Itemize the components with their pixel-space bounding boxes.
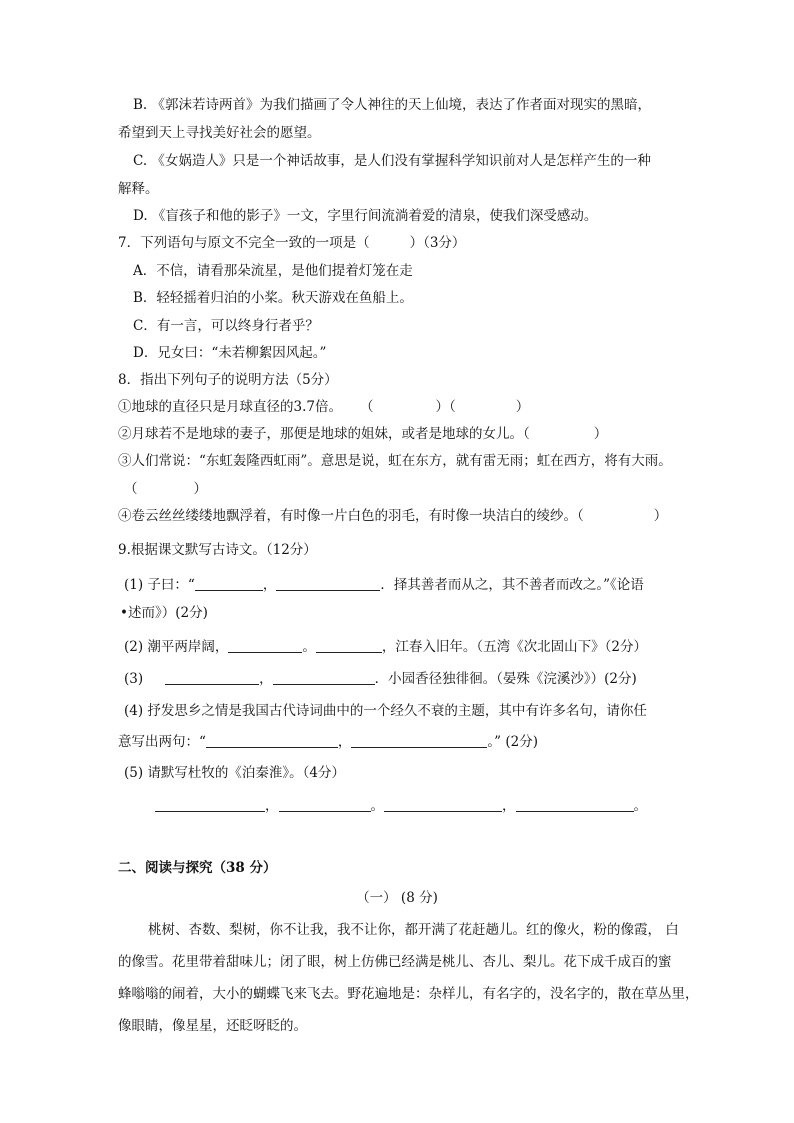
q9-p2-blank-1[interactable] [228, 638, 302, 653]
q9-p5-period-2: 。 [633, 798, 647, 814]
q9-p2-rest: ，江春入旧年。（五湾《次北固山下》（2分） [381, 639, 648, 655]
q9-p5-comma-1: ， [265, 798, 279, 814]
q8-sentence-4 [118, 507, 667, 525]
q8-s4-text: ④卷云丝丝缕缕地飘浮着，有时像一片白色的羽毛，有时像一块洁白的绫纱。（ [118, 508, 584, 524]
q8-s3-paren-open: （ [124, 481, 138, 497]
q7-stem-score: ）（3分） [409, 235, 466, 251]
q9-part-3 [124, 670, 637, 688]
q8-s3-answer [124, 480, 207, 498]
q9-part-1 [124, 576, 644, 594]
passage-line-3: 蜂嗡嗡的闹着，大小的蝴蝶飞来飞去。野花遍地是：杂样儿，有名字的，没名字的，散在草丛里， [118, 986, 699, 1002]
q9-p5-blank-2[interactable] [279, 797, 371, 812]
q8-s1-text: ①地球的直径只是月球直径的3.7倍。 [118, 399, 342, 415]
q8-s1-paren-open: （ [359, 399, 374, 415]
q6-option-c-line1: C. 《女娲造人》只是一个神话故事，是人们没有掌握科学知识前对人是怎样产生的一种 [133, 153, 651, 169]
q9-part-4-line2 [118, 733, 538, 751]
q9-p2-lead: (2) 潮平两岸阔， [124, 639, 229, 655]
q8-sentence-1 [118, 398, 529, 416]
q8-s2-text: ②月球若不是地球的妻子，那便是地球的姐妹，或者是地球的女儿。（ [118, 426, 530, 442]
q9-p2-blank-2[interactable] [316, 638, 382, 653]
q9-part-2 [124, 638, 647, 656]
q7-option-b: B．轻轻摇着归泊的小桨。秋天游戏在鱼船上。 [133, 290, 413, 306]
q8-stem: 8．指出下列句子的说明方法（5分） [118, 372, 338, 388]
q9-p5-comma-2: ， [502, 798, 516, 814]
q9-p4-lead: 意写出两句：“ [118, 734, 206, 750]
q8-s4-paren-close: ） [653, 508, 668, 524]
q8-s2-paren-close: ） [593, 426, 608, 442]
q7-option-a: A．不信，请看那朵流星，是他们提着灯笼在走 [133, 263, 413, 279]
q9-p2-period: 。 [302, 639, 316, 655]
q9-p3-lead: (3) [124, 671, 144, 687]
q6-option-b-line2: 希望到天上寻找美好社会的愿望。 [118, 125, 321, 141]
q9-p4-rest: 。” (2分) [487, 734, 538, 750]
section-2-title: 二、阅读与探究（38 分） [118, 860, 277, 876]
q8-sentence-2 [118, 425, 607, 443]
q7-stem [118, 234, 465, 252]
q9-part-5: (5) 请默写杜牧的《泊秦淮》。（4分） [124, 765, 346, 781]
q9-p5-blank-3[interactable] [384, 797, 502, 812]
q9-p1-blank-2[interactable] [276, 576, 380, 591]
q9-p1-lead: (1) 子曰：“ [124, 577, 195, 593]
q6-option-c-line2: 解释。 [118, 181, 159, 197]
q8-s3-paren-close: ） [193, 481, 207, 497]
q9-p4-blank-1[interactable] [206, 733, 338, 748]
passage-line-4: 像眼睛，像星星，还眨呀眨的。 [118, 1018, 307, 1034]
q8-s1-paren-close: ） [515, 399, 530, 415]
q9-p4-comma: ， [337, 734, 352, 750]
q9-p1-source: •述而》）(2分) [120, 605, 208, 621]
q9-p3-rest: ．小园香径独徘徊。（晏殊《浣溪沙》）(2分) [374, 671, 637, 687]
passage-line-2: 的像雪。花里带着甜味儿；闭了眼，树上仿佛已经满是桃儿、杏儿、梨儿。花下成千成百的蜜 [118, 954, 672, 970]
passage-line-1: 桃树、杏数、梨树，你不让我，我不让你，都开满了花赶趟儿。红的像火，粉的像霞， 白 [148, 922, 679, 938]
q9-p5-blank-4[interactable] [516, 797, 634, 812]
q6-option-b-line1: B. 《郭沫若诗两首》为我们描画了令人神往的天上仙境，表达了作者面对现实的黑暗， [133, 97, 652, 113]
q9-p4-blank-2[interactable] [351, 733, 487, 748]
q9-p3-comma: ， [259, 671, 273, 687]
q9-p5-answer-line [155, 797, 647, 815]
q9-p5-period-1: 。 [370, 798, 384, 814]
q9-p3-blank-1[interactable] [165, 670, 259, 685]
q7-option-d: D．兄女曰：“未若柳絮因风起。” [133, 345, 327, 361]
q9-p1-comma: ， [262, 577, 277, 593]
q9-stem: 9.根据课文默写古诗文。（12分） [118, 542, 317, 558]
q9-part-4-line1: (4) 抒发思乡之情是我国古代诗词曲中的一个经久不衰的主题，其中有许多名句，请你任 [124, 703, 647, 719]
section-2-subtitle: （一） (8 分) [356, 890, 438, 906]
q7-option-c: C．有一言，可以终身行者乎？ [133, 318, 319, 334]
q7-stem-text: 7．下列语句与原文不完全一致的一项是（ [118, 235, 370, 251]
q9-p3-blank-2[interactable] [273, 670, 375, 685]
q8-sentence-3: ③人们常说：“东虹轰隆西虹雨”。意思是说，虹在东方，就有雷无雨；虹在西方，将有大雨。 [118, 453, 672, 469]
q9-p5-blank-1[interactable] [155, 797, 265, 812]
q9-p1-blank-1[interactable] [195, 576, 263, 591]
q9-p1-rest: ．择其善者而从之，其不善者而改之。”《论语 [380, 577, 644, 593]
q6-option-d: D. 《盲孩子和他的影子》一文，字里行间流淌着爱的清泉，使我们深受感动。 [133, 208, 598, 224]
q8-s1-paren-mid: ）（ [435, 399, 456, 415]
